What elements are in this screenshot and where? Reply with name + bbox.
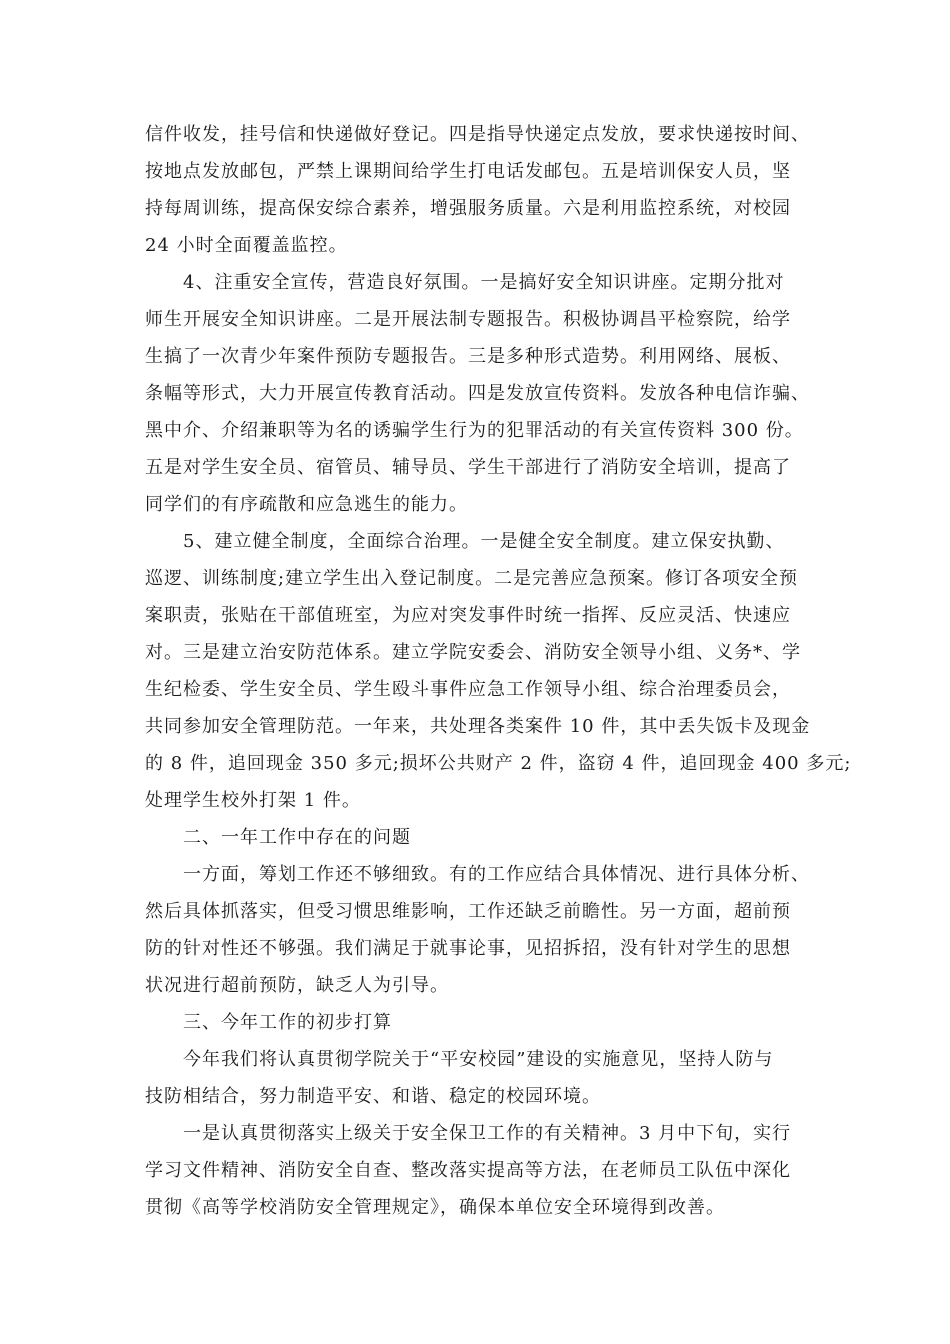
text-line: 共同参加安全管理防范。一年来，共处理各类案件 10 件，其中丢失饭卡及现金 <box>145 716 811 737</box>
text-line: 同学们的有序疏散和应急逃生的能力。 <box>145 494 468 515</box>
text-line: 然后具体抓落实，但受习惯思维影响，工作还缺乏前瞻性。另一方面，超前预 <box>145 901 791 922</box>
text-line: 4、注重安全宣传，营造良好氛围。一是搞好安全知识讲座。定期分批对 <box>183 272 785 293</box>
text-line: 信件收发，挂号信和快递做好登记。四是指导快递定点发放，要求快递按时间、 <box>145 124 810 145</box>
text-line: 对。三是建立治安防范体系。建立学院安委会、消防安全领导小组、义务*、学 <box>145 642 801 663</box>
text-line: 持每周训练，提高保安综合素养，增强服务质量。六是利用监控系统，对校园 <box>145 198 791 219</box>
text-line: 防的针对性还不够强。我们满足于就事论事，见招拆招，没有针对学生的思想 <box>145 938 791 959</box>
document-body <box>145 116 852 1226</box>
text-line: 案职责，张贴在干部值班室，为应对突发事件时统一指挥、反应灵活、快速应 <box>145 605 791 626</box>
text-line: 学习文件精神、消防安全自查、整改落实提高等方法，在老师员工队伍中深化 <box>145 1160 791 1181</box>
text-line: 师生开展安全知识讲座。二是开展法制专题报告。积极协调昌平检察院，给学 <box>145 309 791 330</box>
text-line: 生纪检委、学生安全员、学生殴斗事件应急工作领导小组、综合治理委员会， <box>145 679 791 700</box>
text-line: 五是对学生安全员、宿管员、辅导员、学生干部进行了消防安全培训，提高了 <box>145 457 791 478</box>
text-line: 今年我们将认真贯彻学院关于“平安校园”建设的实施意见，坚持人防与 <box>183 1049 774 1070</box>
text-line: 一是认真贯彻落实上级关于安全保卫工作的有关精神。3 月中下旬，实行 <box>183 1123 792 1144</box>
text-line: 三、今年工作的初步打算 <box>183 1012 392 1033</box>
text-line: 生搞了一次青少年案件预防专题报告。三是多种形式造势。利用网络、展板、 <box>145 346 791 367</box>
text-line: 状况进行超前预防，缺乏人为引导。 <box>145 975 449 996</box>
text-line: 黑中介、介绍兼职等为名的诱骗学生行为的犯罪活动的有关宣传资料 300 份。 <box>145 420 804 441</box>
text-line: 的 8 件，追回现金 350 多元;损坏公共财产 2 件，盗窃 4 件，追回现金 400 多元; <box>145 753 852 774</box>
text-line: 技防相结合，努力制造平安、和谐、稳定的校园环境。 <box>145 1086 601 1107</box>
text-line: 贯彻《高等学校消防安全管理规定》，确保本单位安全环境得到改善。 <box>145 1197 725 1218</box>
text-line: 5、建立健全制度，全面综合治理。一是健全安全制度。建立保安执勤、 <box>183 531 785 552</box>
text-line: 处理学生校外打架 1 件。 <box>145 790 361 811</box>
text-line: 二、一年工作中存在的问题 <box>183 827 411 848</box>
text-line: 一方面，筹划工作还不够细致。有的工作应结合具体情况、进行具体分析、 <box>183 864 810 885</box>
text-line: 按地点发放邮包，严禁上课期间给学生打电话发邮包。五是培训保安人员，坚 <box>145 161 791 182</box>
text-line: 24 小时全面覆盖监控。 <box>145 235 348 256</box>
text-line: 巡逻、训练制度;建立学生出入登记制度。二是完善应急预案。修订各项安全预 <box>145 568 799 589</box>
text-line: 条幅等形式，大力开展宣传教育活动。四是发放宣传资料。发放各种电信诈骗、 <box>145 383 810 404</box>
